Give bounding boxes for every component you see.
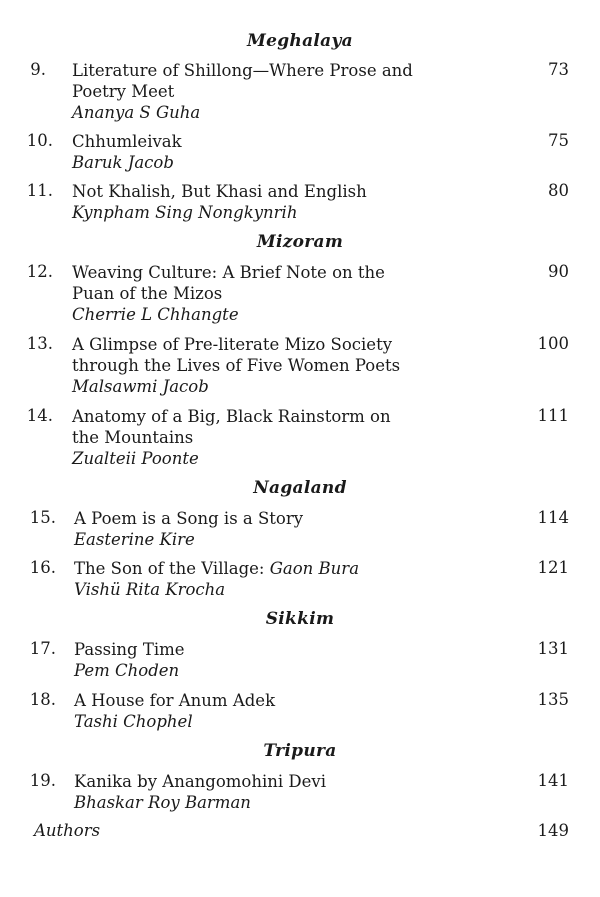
entry-page: 75 <box>548 131 569 150</box>
entry-title-line: Weaving Culture: A Brief Note on the <box>72 263 385 282</box>
entry-author: Vishü Rita Krocha <box>74 580 226 599</box>
entry-title-line: Anatomy of a Big, Black Rainstorm on <box>72 407 391 426</box>
entry-title-line: Puan of the Mizos <box>72 284 223 303</box>
entry-number: 15. <box>29 508 56 527</box>
entry-title <box>74 771 494 813</box>
entry-title-line: Poetry Meet <box>72 82 175 101</box>
entry-number: 18. <box>29 690 56 709</box>
entry-author: Malsawmi Jacob <box>72 377 209 396</box>
entry-title <box>72 181 492 223</box>
entry-number: 12. <box>26 262 53 281</box>
section-heading-mizoram: Mizoram <box>256 232 344 252</box>
entry-author: Zualteii Poonte <box>72 449 199 468</box>
entry-page: 80 <box>548 181 569 200</box>
entry-title-line: A Poem is a Song is a Story <box>74 509 304 528</box>
section-heading-meghalaya: Meghalaya <box>247 31 353 51</box>
entry-author: Easterine Kire <box>74 530 195 549</box>
entry-title-line: Kanika by Anangomohini Devi <box>74 772 327 791</box>
entry-title-line: A House for Anum Adek <box>74 691 276 710</box>
entry-number: 19. <box>29 771 56 790</box>
entry-title-line: A Glimpse of Pre-literate Mizo Society <box>72 335 393 354</box>
entry-author: Ananya S Guha <box>72 103 201 122</box>
entry-page: 111 <box>537 406 569 425</box>
entry-page: 90 <box>548 262 569 281</box>
entry-title <box>72 406 492 469</box>
entry-title-line <box>74 558 494 579</box>
entry-page: 135 <box>537 690 569 709</box>
entry-number: 9. <box>30 60 46 79</box>
entry-page: 100 <box>537 334 569 353</box>
entry-title <box>74 690 494 732</box>
entry-number: 16. <box>29 558 56 577</box>
entry-title <box>72 262 492 325</box>
entry-number: 11. <box>26 181 53 200</box>
entry-title <box>72 334 492 397</box>
entry-author: Bhaskar Roy Barman <box>74 793 251 812</box>
entry-title-line: Not Khalish, But Khasi and English <box>72 182 367 201</box>
entry-page: 114 <box>537 508 569 527</box>
entry-author: Tashi Chophel <box>74 712 193 731</box>
entry-page: 121 <box>537 558 569 577</box>
entry-title <box>72 60 492 123</box>
section-heading-nagaland: Nagaland <box>253 478 347 498</box>
entry-title-italic: Gaon Bura <box>269 559 360 578</box>
entry-number: 14. <box>26 406 53 425</box>
entry-author: Cherrie L Chhangte <box>72 305 239 324</box>
section-heading-tripura: Tripura <box>263 741 337 761</box>
entry-page: 131 <box>537 639 569 658</box>
entry-author: Pem Choden <box>74 661 180 680</box>
entry-title-line: through the Lives of Five Women Poets <box>72 356 401 375</box>
entry-title <box>74 639 494 681</box>
entry-page: 73 <box>548 60 569 79</box>
entry-author: Baruk Jacob <box>72 153 174 172</box>
entry-title-line: Passing Time <box>74 640 185 659</box>
entry-author: Kynpham Sing Nongkynrih <box>72 203 298 222</box>
entry-number: 13. <box>26 334 53 353</box>
entry-number: 10. <box>26 131 53 150</box>
entry-page: 149 <box>537 821 569 840</box>
authors-label: Authors <box>34 821 101 840</box>
entry-number: 17. <box>29 639 56 658</box>
entry-title <box>74 508 494 550</box>
entry-page: 141 <box>537 771 569 790</box>
section-heading-sikkim: Sikkim <box>265 609 335 629</box>
entry-title <box>72 131 492 173</box>
entry-title-line: Chhumleivak <box>72 132 182 151</box>
entry-title-line: the Mountains <box>72 428 194 447</box>
entry-title-line: Literature of Shillong—Where Prose and <box>72 61 413 80</box>
entry-title <box>74 558 494 600</box>
entry-title-text: The Son of the Village: <box>74 559 270 578</box>
